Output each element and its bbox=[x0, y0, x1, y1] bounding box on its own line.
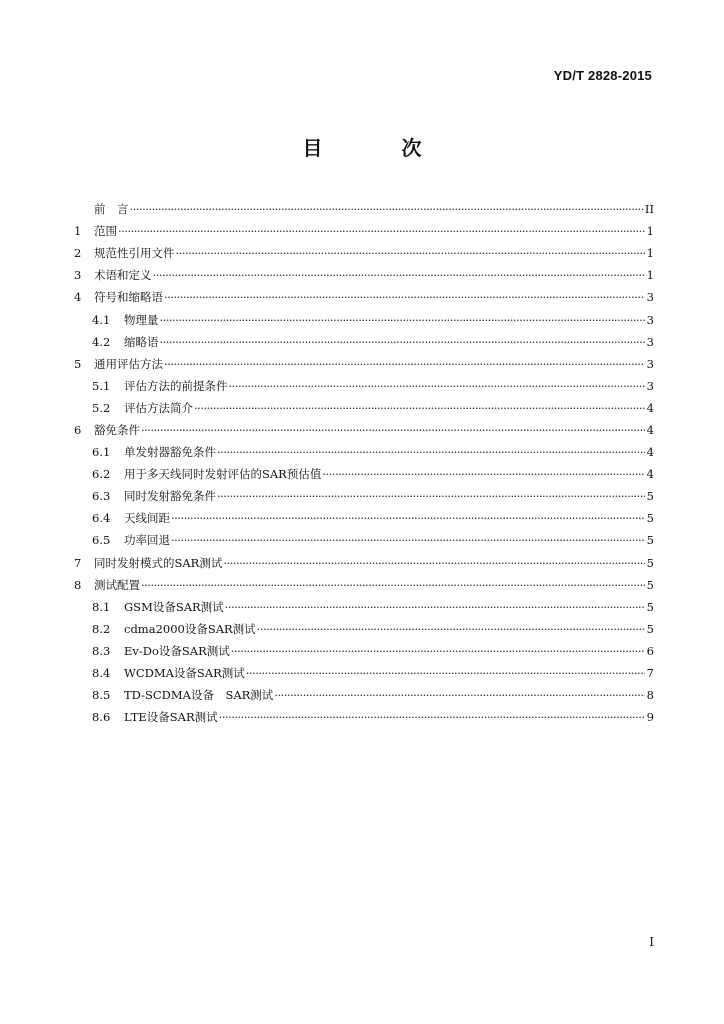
toc-entry-page: 4 bbox=[646, 422, 654, 437]
dot-leader bbox=[164, 290, 645, 304]
toc-entry-number: 6.2 bbox=[92, 467, 111, 482]
toc-entry[interactable] bbox=[74, 507, 654, 529]
toc-entry-page: 9 bbox=[646, 710, 654, 725]
toc-entry-label: 天线间距 bbox=[124, 511, 170, 526]
toc-entry[interactable] bbox=[74, 220, 654, 242]
toc-entry-page: 3 bbox=[646, 312, 654, 327]
toc-entry[interactable] bbox=[74, 463, 654, 485]
dot-leader bbox=[217, 445, 645, 459]
toc-entry-page: 4 bbox=[646, 467, 654, 482]
toc-entry-number: 8.5 bbox=[92, 688, 111, 703]
toc-entry-page: 1 bbox=[646, 224, 654, 239]
toc-entry-page: 4 bbox=[646, 445, 654, 460]
toc-entry-number: 6.3 bbox=[92, 489, 111, 504]
toc-entry-number: 1 bbox=[74, 224, 82, 239]
toc-entry[interactable] bbox=[74, 353, 654, 375]
toc-entry[interactable] bbox=[74, 662, 654, 684]
toc-entry[interactable] bbox=[74, 397, 654, 419]
toc-entry-number: 6 bbox=[74, 422, 82, 437]
toc-entry-label: 评估方法的前提条件 bbox=[124, 378, 228, 393]
toc-entry-number: 4.2 bbox=[92, 334, 111, 349]
table-of-contents bbox=[74, 198, 654, 728]
toc-entry-page: 5 bbox=[646, 621, 654, 636]
toc-entry-label: 物理量 bbox=[124, 312, 159, 327]
toc-entry-number: 8.4 bbox=[92, 666, 111, 681]
toc-entry-number: 5 bbox=[74, 356, 82, 371]
dot-leader bbox=[130, 202, 644, 216]
toc-entry-number: 8.3 bbox=[92, 643, 111, 658]
standard-code: YD/T 2828-2015 bbox=[553, 68, 652, 83]
dot-leader bbox=[223, 556, 645, 570]
dot-leader bbox=[219, 710, 645, 724]
dot-leader bbox=[246, 666, 645, 680]
toc-entry-page: 1 bbox=[646, 268, 654, 283]
toc-entry-page: 1 bbox=[646, 246, 654, 261]
toc-entry[interactable] bbox=[74, 706, 654, 728]
dot-leader bbox=[229, 379, 646, 393]
dot-leader bbox=[217, 489, 645, 503]
toc-entry-label: 术语和定义 bbox=[94, 268, 152, 283]
toc-entry-label: 缩略语 bbox=[124, 334, 159, 349]
toc-entry-number: 6.1 bbox=[92, 445, 111, 460]
dot-leader bbox=[141, 423, 645, 437]
toc-entry-page: 3 bbox=[646, 334, 654, 349]
dot-leader bbox=[225, 600, 645, 614]
toc-entry[interactable] bbox=[74, 485, 654, 507]
toc-entry-page: 6 bbox=[646, 643, 654, 658]
toc-entry[interactable] bbox=[74, 574, 654, 596]
toc-title: 目 次 bbox=[302, 136, 458, 160]
toc-entry-number: 4 bbox=[74, 290, 82, 305]
toc-entry-page: 5 bbox=[646, 577, 654, 592]
toc-entry-page: 3 bbox=[646, 378, 654, 393]
toc-entry[interactable] bbox=[74, 441, 654, 463]
toc-entry-label: 用于多天线同时发射评估的SAR预估值 bbox=[124, 467, 322, 482]
footer-page-number: I bbox=[649, 935, 654, 949]
toc-entry-label: cdma2000设备SAR测试 bbox=[124, 621, 256, 636]
dot-leader bbox=[257, 622, 645, 636]
toc-entry-page: 7 bbox=[646, 666, 654, 681]
toc-entry[interactable] bbox=[74, 375, 654, 397]
toc-entry-page: II bbox=[644, 202, 654, 217]
toc-entry-page: 5 bbox=[646, 599, 654, 614]
toc-entry-label: 通用评估方法 bbox=[94, 356, 163, 371]
toc-entry[interactable] bbox=[74, 242, 654, 264]
toc-entry-label: 同时发射模式的SAR测试 bbox=[94, 555, 223, 570]
dot-leader bbox=[118, 224, 645, 238]
toc-entry-number: 6.5 bbox=[92, 533, 111, 548]
toc-entry-number: 7 bbox=[74, 555, 82, 570]
dot-leader bbox=[322, 467, 645, 481]
toc-entry-label: GSM设备SAR测试 bbox=[124, 599, 224, 614]
toc-entry-number: 5.2 bbox=[92, 400, 111, 415]
toc-entry-page: 8 bbox=[646, 688, 654, 703]
toc-entry-number: 4.1 bbox=[92, 312, 111, 327]
toc-entry-number: 8.1 bbox=[92, 599, 111, 614]
toc-entry-page: 3 bbox=[646, 290, 654, 305]
toc-entry-page: 5 bbox=[646, 511, 654, 526]
toc-entry-page: 5 bbox=[646, 533, 654, 548]
toc-entry[interactable] bbox=[74, 198, 654, 220]
toc-entry-number: 5.1 bbox=[92, 378, 111, 393]
toc-entry-label: 符号和缩略语 bbox=[94, 290, 163, 305]
dot-leader bbox=[171, 511, 645, 525]
dot-leader bbox=[141, 578, 645, 592]
toc-entry-label: 评估方法简介 bbox=[124, 400, 193, 415]
dot-leader bbox=[274, 688, 645, 702]
toc-entry-label: 前 言 bbox=[94, 202, 129, 217]
toc-entry-label: 测试配置 bbox=[94, 577, 140, 592]
toc-entry-page: 5 bbox=[646, 489, 654, 504]
toc-entry[interactable] bbox=[74, 331, 654, 353]
dot-leader bbox=[153, 268, 646, 282]
toc-entry-label: WCDMA设备SAR测试 bbox=[124, 666, 245, 681]
toc-entry-label: 范围 bbox=[94, 224, 117, 239]
toc-entry[interactable] bbox=[74, 529, 654, 551]
toc-entry-label: LTE设备SAR测试 bbox=[124, 710, 218, 725]
toc-entry-page: 4 bbox=[646, 400, 654, 415]
toc-entry-number: 8.6 bbox=[92, 710, 111, 725]
toc-entry-number: 8 bbox=[74, 577, 82, 592]
toc-entry-label: 单发射器豁免条件 bbox=[124, 445, 216, 460]
toc-entry-label: 同时发射豁免条件 bbox=[124, 489, 216, 504]
dot-leader bbox=[160, 313, 646, 327]
dot-leader bbox=[176, 246, 646, 260]
toc-entry-label: TD-SCDMA设备 SAR测试 bbox=[124, 688, 274, 703]
toc-entry-number: 8.2 bbox=[92, 621, 111, 636]
toc-entry[interactable] bbox=[74, 596, 654, 618]
toc-entry-number: 3 bbox=[74, 268, 82, 283]
toc-entry-label: 豁免条件 bbox=[94, 422, 140, 437]
toc-entry-number: 6.4 bbox=[92, 511, 111, 526]
toc-entry-label: 功率回退 bbox=[124, 533, 170, 548]
toc-entry-number: 2 bbox=[74, 246, 82, 261]
toc-entry[interactable] bbox=[74, 640, 654, 662]
toc-entry-page: 5 bbox=[646, 555, 654, 570]
toc-entry[interactable] bbox=[74, 419, 654, 441]
dot-leader bbox=[160, 335, 646, 349]
toc-entry[interactable] bbox=[74, 684, 654, 706]
toc-entry[interactable] bbox=[74, 618, 654, 640]
toc-entry-page: 3 bbox=[646, 356, 654, 371]
dot-leader bbox=[171, 533, 645, 547]
toc-entry-label: Ev-Do设备SAR测试 bbox=[124, 643, 230, 658]
toc-entry[interactable] bbox=[74, 286, 654, 308]
toc-entry[interactable] bbox=[74, 264, 654, 286]
dot-leader bbox=[164, 357, 645, 371]
dot-leader bbox=[194, 401, 645, 415]
toc-entry[interactable] bbox=[74, 552, 654, 574]
dot-leader bbox=[231, 644, 645, 658]
toc-entry-label: 规范性引用文件 bbox=[94, 246, 175, 261]
toc-entry[interactable] bbox=[74, 308, 654, 330]
